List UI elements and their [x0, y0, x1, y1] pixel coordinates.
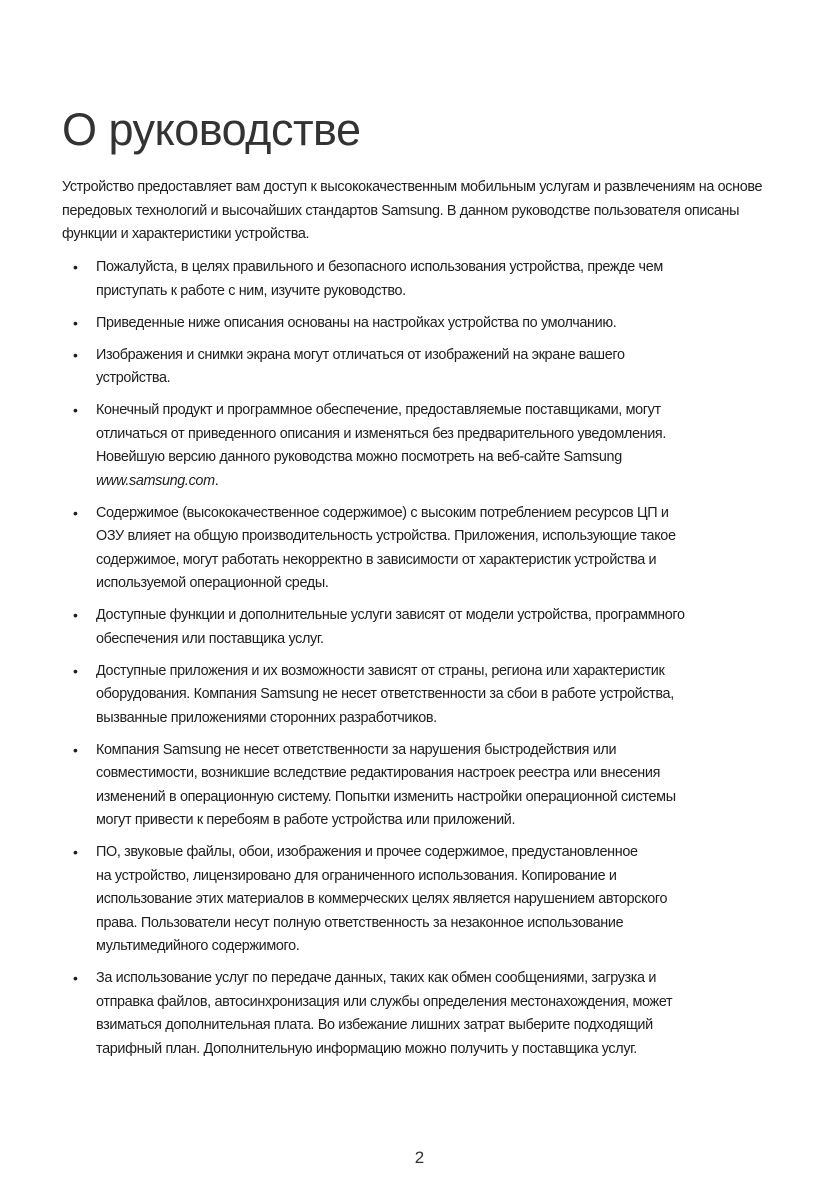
- list-item-line: Пожалуйста, в целях правильного и безопасного использования устройства, прежде чем: [96, 259, 663, 275]
- list-item-line: Содержимое (высококачественное содержимое) с высоким потреблением ресурсов ЦП и: [96, 504, 669, 521]
- list-item-line: совместимости, возникшие вследствие редактирования настроек реестра или внесения: [96, 765, 661, 781]
- list-item: [62, 312, 782, 336]
- list-item-line: обеспечения или поставщика услуг.: [96, 630, 324, 647]
- list-item-line: Доступные функции и дополнительные услуги зависят от модели устройства, программного: [96, 607, 685, 623]
- page-title: О руководстве: [62, 104, 361, 155]
- intro-paragraph: Устройство предоставляет вам доступ к высококачественным мобильным услугам и развлечениям на основе передовых технологий и высочайших стандартов Samsung. В данном руководстве пользователя описаны функции и характеристики устройства.: [62, 179, 763, 242]
- list-item: [62, 399, 782, 493]
- bullet-icon: •: [73, 844, 78, 860]
- list-item: [62, 604, 782, 651]
- website-link[interactable]: www.samsung.com: [96, 472, 215, 489]
- bullet-icon: •: [73, 402, 78, 418]
- list-item-line: взиматься дополнительная плата. Во избежание лишних затрат выберите подходящий: [96, 1017, 653, 1033]
- list-item-line: на устройство, лицензировано для ограниченного использования. Копирование и: [96, 867, 617, 884]
- list-item: [62, 739, 782, 833]
- list-item-line: Компания Samsung не несет ответственности за нарушения быстродействия или: [96, 741, 617, 758]
- list-item-line: отличаться от приведенного описания и изменяться без предварительного уведомления.: [96, 425, 667, 442]
- list-item-line: содержимое, могут работать некорректно в зависимости от характеристик устройства и: [96, 551, 657, 568]
- list-item-line: ПО, звуковые файлы, обои, изображения и прочее содержимое, предустановленное: [96, 844, 638, 860]
- list-item-line: вызванные приложениями сторонних разработчиков.: [96, 709, 437, 726]
- bullet-icon: •: [73, 259, 78, 275]
- bullet-icon: •: [73, 314, 78, 331]
- list-item: [62, 841, 782, 959]
- list-item: [62, 660, 782, 731]
- list-item-line: приступать к работе с ним, изучите руководство.: [96, 282, 406, 299]
- list-item-line: отправка файлов, автосинхронизация или службы определения местонахождения, может: [96, 993, 673, 1010]
- list-item: [62, 967, 782, 1061]
- bullet-list: [62, 256, 782, 1070]
- list-item-line: Новейшую версию данного руководства можно посмотреть на веб-сайте Samsung: [96, 449, 622, 465]
- list-item-line: оборудования. Компания Samsung не несет ответственности за сбои в работе устройства,: [96, 686, 674, 702]
- list-item-line: [96, 470, 782, 494]
- link-suffix: .: [214, 472, 219, 489]
- list-item-line: использование этих материалов в коммерческих целях является нарушением авторского: [96, 891, 668, 907]
- list-item-line: устройства.: [96, 370, 171, 386]
- bullet-icon: •: [73, 607, 78, 623]
- list-item-line: ОЗУ влияет на общую производительность устройства. Приложения, использующие такое: [96, 528, 676, 544]
- list-item: [62, 502, 782, 596]
- list-item-line: За использование услуг по передаче данных, таких как обмен сообщениями, загрузка и: [96, 970, 657, 986]
- list-item-line: Конечный продукт и программное обеспечение, предоставляемые поставщиками, могут: [96, 402, 661, 418]
- list-item-line: тарифный план. Дополнительную информацию можно получить у поставщика услуг.: [96, 1040, 637, 1057]
- bullet-icon: •: [73, 741, 78, 758]
- list-item-line: изменений в операционную систему. Попытки изменить настройки операционной системы: [96, 788, 676, 805]
- bullet-icon: •: [73, 504, 78, 521]
- list-item-line: могут привести к перебоям в работе устройства или приложений.: [96, 812, 516, 828]
- list-item-line: права. Пользователи несут полную ответственность за незаконное использование: [96, 914, 624, 931]
- list-item-line: Приведенные ниже описания основаны на настройках устройства по умолчанию.: [96, 314, 617, 331]
- list-item-line: мультимедийного содержимого.: [96, 938, 300, 954]
- list-item: [62, 256, 782, 303]
- bullet-icon: •: [73, 346, 78, 363]
- list-item-line: Доступные приложения и их возможности зависят от страны, региона или характеристик: [96, 662, 665, 679]
- page-number: 2: [414, 1148, 425, 1167]
- list-item-line: используемой операционной среды.: [96, 575, 329, 591]
- bullet-icon: •: [73, 662, 78, 679]
- list-item-line: Изображения и снимки экрана могут отличаться от изображений на экране вашего: [96, 346, 625, 363]
- bullet-icon: •: [73, 970, 78, 986]
- list-item: [62, 344, 782, 391]
